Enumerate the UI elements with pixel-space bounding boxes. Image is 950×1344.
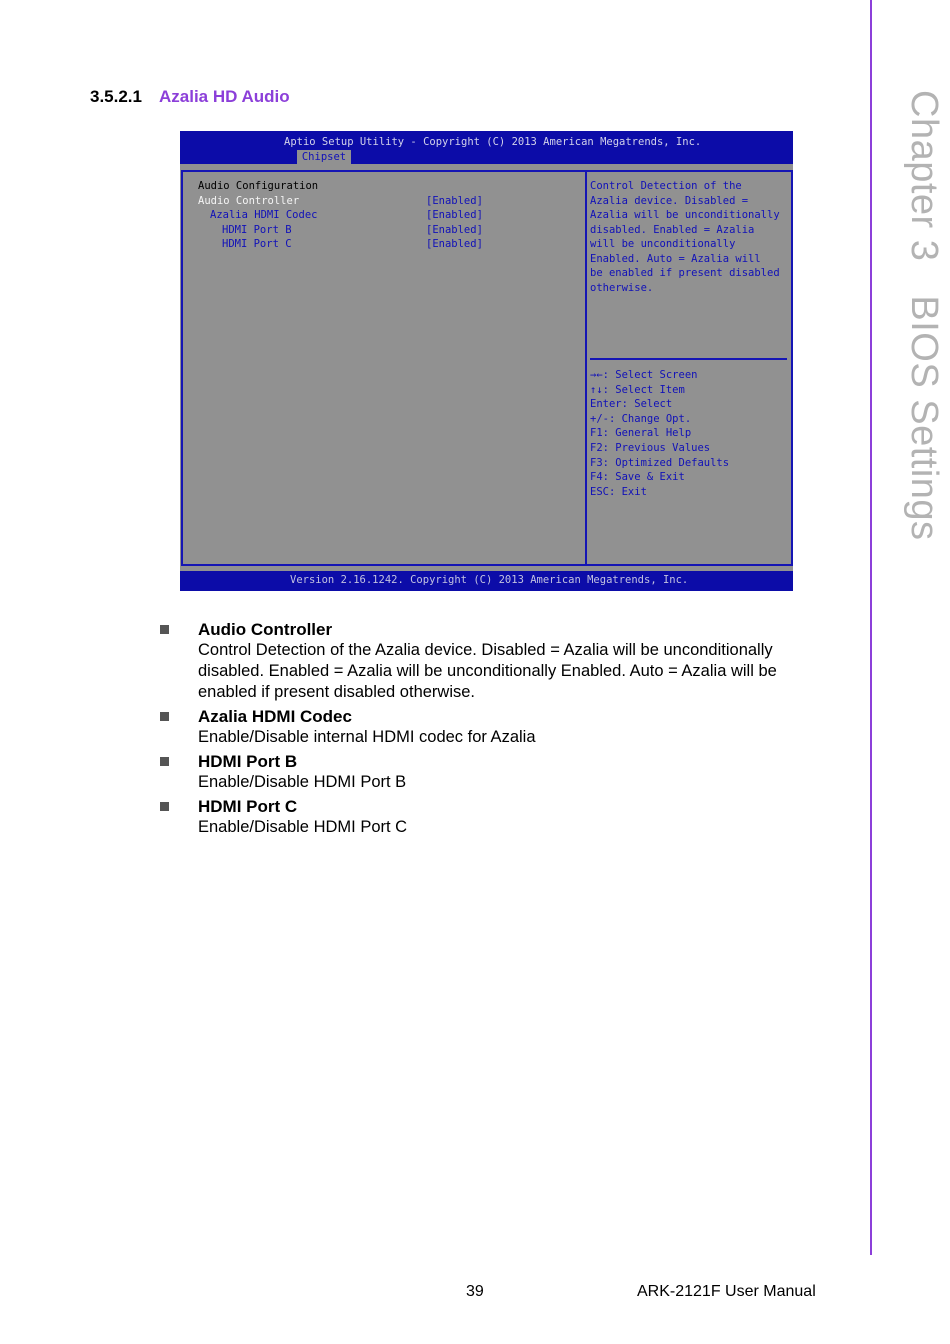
bios-footer-bar xyxy=(180,571,793,591)
bios-key-help: F3: Optimized Defaults xyxy=(590,457,730,469)
bios-setting-audio-controller[interactable]: Audio Controller xyxy=(198,195,300,207)
manual-title: ARK-2121F User Manual xyxy=(637,1283,816,1300)
bios-help-divider xyxy=(590,358,787,360)
bios-value-azalia-hdmi-codec[interactable]: [Enabled] xyxy=(426,209,483,221)
bios-help-line: Control Detection of the xyxy=(590,180,742,192)
bios-value-hdmi-port-b[interactable]: [Enabled] xyxy=(426,224,483,236)
bios-key-help: Enter: Select xyxy=(590,398,673,410)
bios-panel-divider xyxy=(585,170,587,566)
chapter-number: Chapter 3 xyxy=(903,90,945,262)
bios-help-line: Azalia device. Disabled = xyxy=(590,195,749,207)
bios-help-line: will be unconditionally xyxy=(590,238,736,250)
square-bullet-icon xyxy=(160,712,169,721)
item-title: Azalia HDMI Codec xyxy=(198,707,352,726)
item-description: Enable/Disable HDMI Port C xyxy=(198,818,408,836)
item-title: Audio Controller xyxy=(198,620,333,639)
bios-footer-text: Version 2.16.1242. Copyright (C) 2013 American Megatrends, Inc. xyxy=(290,574,689,586)
chapter-side-rule xyxy=(870,0,872,1255)
item-description: Enable/Disable internal HDMI codec for Azalia xyxy=(198,728,536,746)
item-title: HDMI Port B xyxy=(198,752,298,771)
chapter-title: BIOS Settings xyxy=(903,295,945,541)
section-title: Azalia HD Audio xyxy=(159,87,290,106)
bios-key-help: +/-: Change Opt. xyxy=(590,413,692,425)
bios-value-hdmi-port-c[interactable]: [Enabled] xyxy=(426,238,483,250)
bios-key-help: ↑↓: Select Item xyxy=(590,384,685,396)
bios-help-line: Enabled. Auto = Azalia will xyxy=(590,253,761,265)
bios-key-help: →←: Select Screen xyxy=(590,369,698,381)
bios-key-help: F4: Save & Exit xyxy=(590,471,685,483)
page-number: 39 xyxy=(466,1283,484,1300)
square-bullet-icon xyxy=(160,625,169,634)
square-bullet-icon xyxy=(160,802,169,811)
bios-setting-hdmi-port-b[interactable]: HDMI Port B xyxy=(222,224,292,236)
bios-header-title: Aptio Setup Utility - Copyright (C) 2013 American Megatrends, Inc. xyxy=(284,136,702,148)
bios-screenshot xyxy=(180,131,793,591)
item-title: HDMI Port C xyxy=(198,797,298,816)
item-description: Control Detection of the Azalia device. Disabled = Azalia will be unconditionally disabled. Enabled = Azalia will be unconditionally Enabled. Auto = Azalia will be enabled if present disabled otherwise. xyxy=(198,641,777,701)
bios-setting-hdmi-port-c[interactable]: HDMI Port C xyxy=(222,238,292,250)
bios-setting-azalia-hdmi-codec[interactable]: Azalia HDMI Codec xyxy=(210,209,318,221)
bios-help-line: disabled. Enabled = Azalia xyxy=(590,224,755,236)
list-item xyxy=(160,619,840,703)
list-item xyxy=(160,706,840,748)
list-item xyxy=(160,796,840,838)
section-number: 3.5.2.1 xyxy=(90,87,142,106)
bios-header-bar xyxy=(180,131,793,164)
bios-key-help: F1: General Help xyxy=(590,427,692,439)
item-description: Enable/Disable HDMI Port B xyxy=(198,773,407,791)
bios-help-line: be enabled if present disabled xyxy=(590,267,780,279)
bios-value-audio-controller[interactable]: [Enabled] xyxy=(426,195,483,207)
chapter-tab-label xyxy=(902,90,945,541)
bios-key-help: ESC: Exit xyxy=(590,486,647,498)
bios-help-line: otherwise. xyxy=(590,282,654,294)
bios-key-help: F2: Previous Values xyxy=(590,442,711,454)
settings-description-list xyxy=(160,619,840,841)
square-bullet-icon xyxy=(160,757,169,766)
list-item xyxy=(160,751,840,793)
bios-help-line: Azalia will be unconditionally xyxy=(590,209,780,221)
tab-chipset[interactable]: Chipset xyxy=(297,150,351,164)
bios-page-heading: Audio Configuration xyxy=(198,180,319,192)
